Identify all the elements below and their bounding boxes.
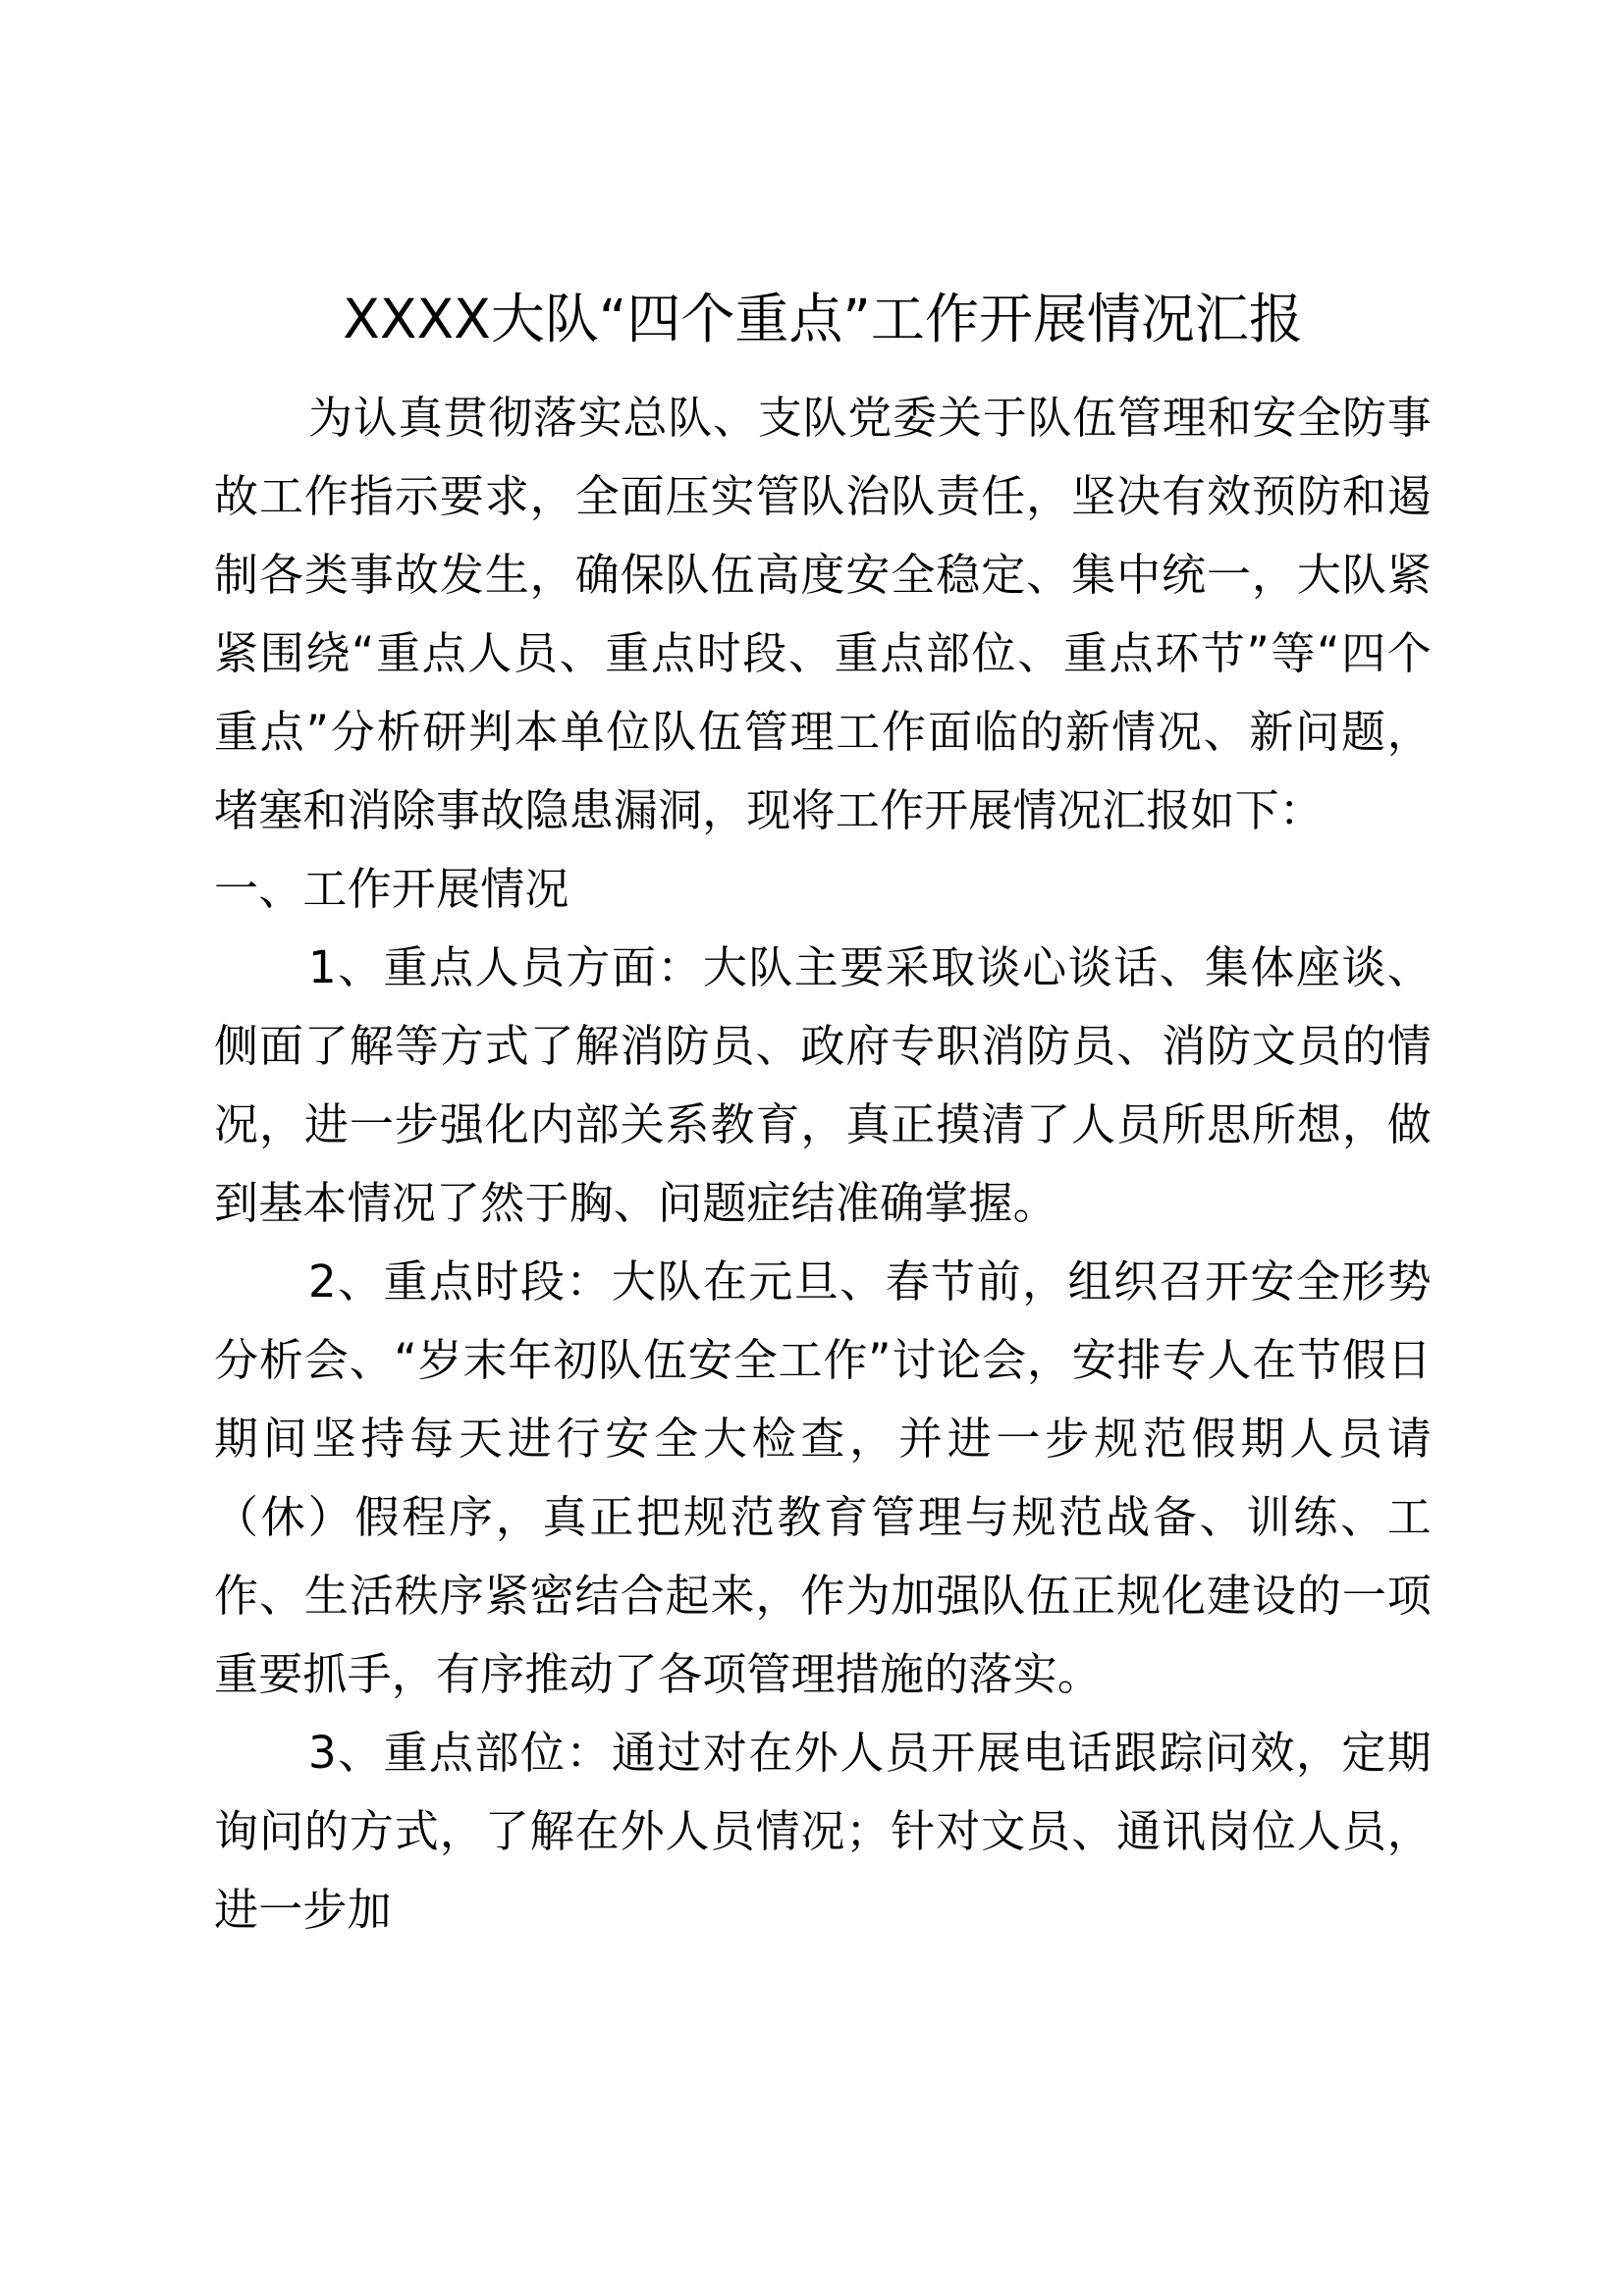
item-key-timeframe: 2、重点时段：大队在元旦、春节前，组织召开安全形势分析会、“岁末年初队伍安全工作”讨论会，安排专人在节假日期间坚持每天进行安全大检查，并进一步规范假期人员请（休）假程序，真正把规范教育管理与规范战备、训练、工作、生活秩序紧密结合起来，作为加强队伍正规化建设的一项重要抓手，有序推动了各项管理措施的落实。 [214, 1255, 1432, 1700]
section-heading-one: 一、工作开展情况 [214, 863, 569, 915]
intro-paragraph: 为认真贯彻落实总队、支队党委关于队伍管理和安全防事故工作指示要求，全面压实管队治队责任，坚决有效预防和遏制各类事故发生，确保队伍高度安全稳定、集中统一，大队紧紧围绕“重点人员、重点时段、重点部位、重点环节”等“四个重点”分析研判本单位队伍管理工作面临的新情况、新问题，堵塞和消除事故隐患漏洞，现将工作开展情况汇报如下： [214, 392, 1432, 836]
document-body [214, 281, 1432, 1949]
item-key-personnel: 1、重点人员方面：大队主要采取谈心谈话、集体座谈、侧面了解等方式了解消防员、政府专职消防员、消防文员的情况，进一步强化内部关系教育，真正摸清了人员所思所想，做到基本情况了然于胸、问题症结准确掌握。 [214, 941, 1432, 1229]
page-title: XXXX大队“四个重点”工作开展情况汇报 [343, 288, 1303, 350]
item-key-position: 3、重点部位：通过对在外人员开展电话跟踪问效，定期询问的方式，了解在外人员情况；针对文员、通讯岗位人员，进一步加 [214, 1727, 1432, 1936]
